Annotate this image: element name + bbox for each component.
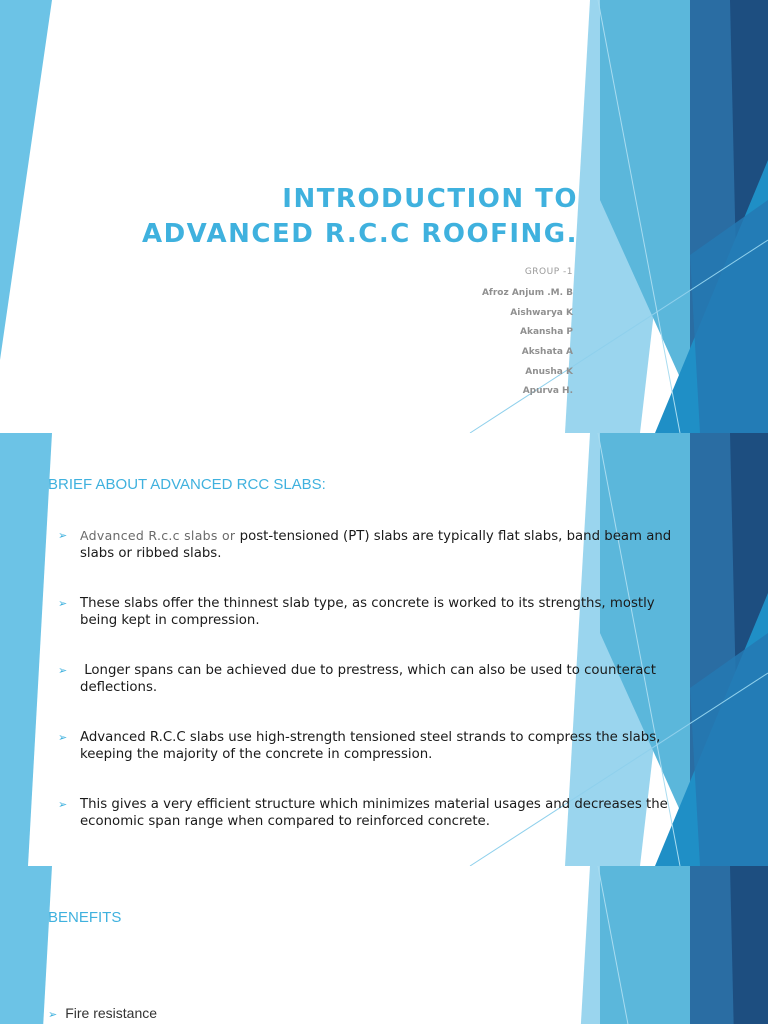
author-name: Akshata A xyxy=(521,347,573,358)
author-name: Aishwarya K xyxy=(510,307,573,318)
bullet-text: These slabs offer the thinnest slab type, as concrete is worked to its strengths, mostly being kept in compression. xyxy=(80,596,655,628)
benefits-slide xyxy=(0,866,768,1024)
arrow-bullet-icon: ➢ xyxy=(58,798,68,811)
left-light-wedge xyxy=(0,0,52,360)
title-slide xyxy=(0,0,768,433)
author-name: Anusha K xyxy=(525,366,573,377)
bullet-item xyxy=(58,662,678,696)
left-light-wedge xyxy=(0,433,52,866)
bullet-item xyxy=(48,1005,157,1021)
arrow-bullet-icon: ➢ xyxy=(48,1009,58,1021)
bullet-text: post-tensioned (PT) slabs are typically flat slabs, band beam and slabs or ribbed slabs. xyxy=(80,529,672,561)
bullet-text: This gives a very efficient structure which minimizes material usages and decreases the economic span range when compared to reinforced concrete. xyxy=(80,797,668,829)
bullet-text: Fire resistance xyxy=(65,1005,158,1021)
title-line-2: ADVANCED R.C.C ROOFING. xyxy=(141,219,578,249)
title-line-1: INTRODUCTION TO xyxy=(282,184,578,214)
section-heading: BRIEF ABOUT ADVANCED RCC SLABS: xyxy=(48,476,326,493)
brief-slide xyxy=(0,433,768,866)
author-list xyxy=(482,267,573,402)
bullet-item xyxy=(58,796,678,830)
bullet-item xyxy=(58,595,678,629)
arrow-bullet-icon: ➢ xyxy=(58,529,68,542)
arrow-bullet-icon: ➢ xyxy=(58,731,68,744)
bullet-item xyxy=(58,527,678,562)
bullet-lead-text: Advanced R.c.c slabs or xyxy=(80,528,240,543)
bullet-text: Longer spans can be achieved due to prestress, which can also be used to counteract deflections. xyxy=(80,663,661,695)
bullet-list xyxy=(58,527,678,863)
arrow-bullet-icon: ➢ xyxy=(58,597,68,610)
author-name: Akansha P xyxy=(520,327,573,338)
section-heading: BENEFITS xyxy=(48,909,122,926)
left-light-wedge xyxy=(0,866,52,1024)
right-light-blue-panel xyxy=(600,866,705,1024)
right-navy-strip xyxy=(730,866,768,1024)
bullet-item xyxy=(58,729,678,763)
group-label: GROUP -1 xyxy=(524,267,573,277)
author-name: Afroz Anjum .M. B xyxy=(481,288,573,298)
decorative-background-shapes xyxy=(0,866,768,1024)
author-name: Apurva H. xyxy=(522,386,573,397)
slide-title xyxy=(142,182,578,252)
arrow-bullet-icon: ➢ xyxy=(58,664,68,677)
bullet-text: Advanced R.C.C slabs use high-strength tensioned steel strands to compress the slabs, keeping the majority of the concrete in compression. xyxy=(80,730,661,762)
